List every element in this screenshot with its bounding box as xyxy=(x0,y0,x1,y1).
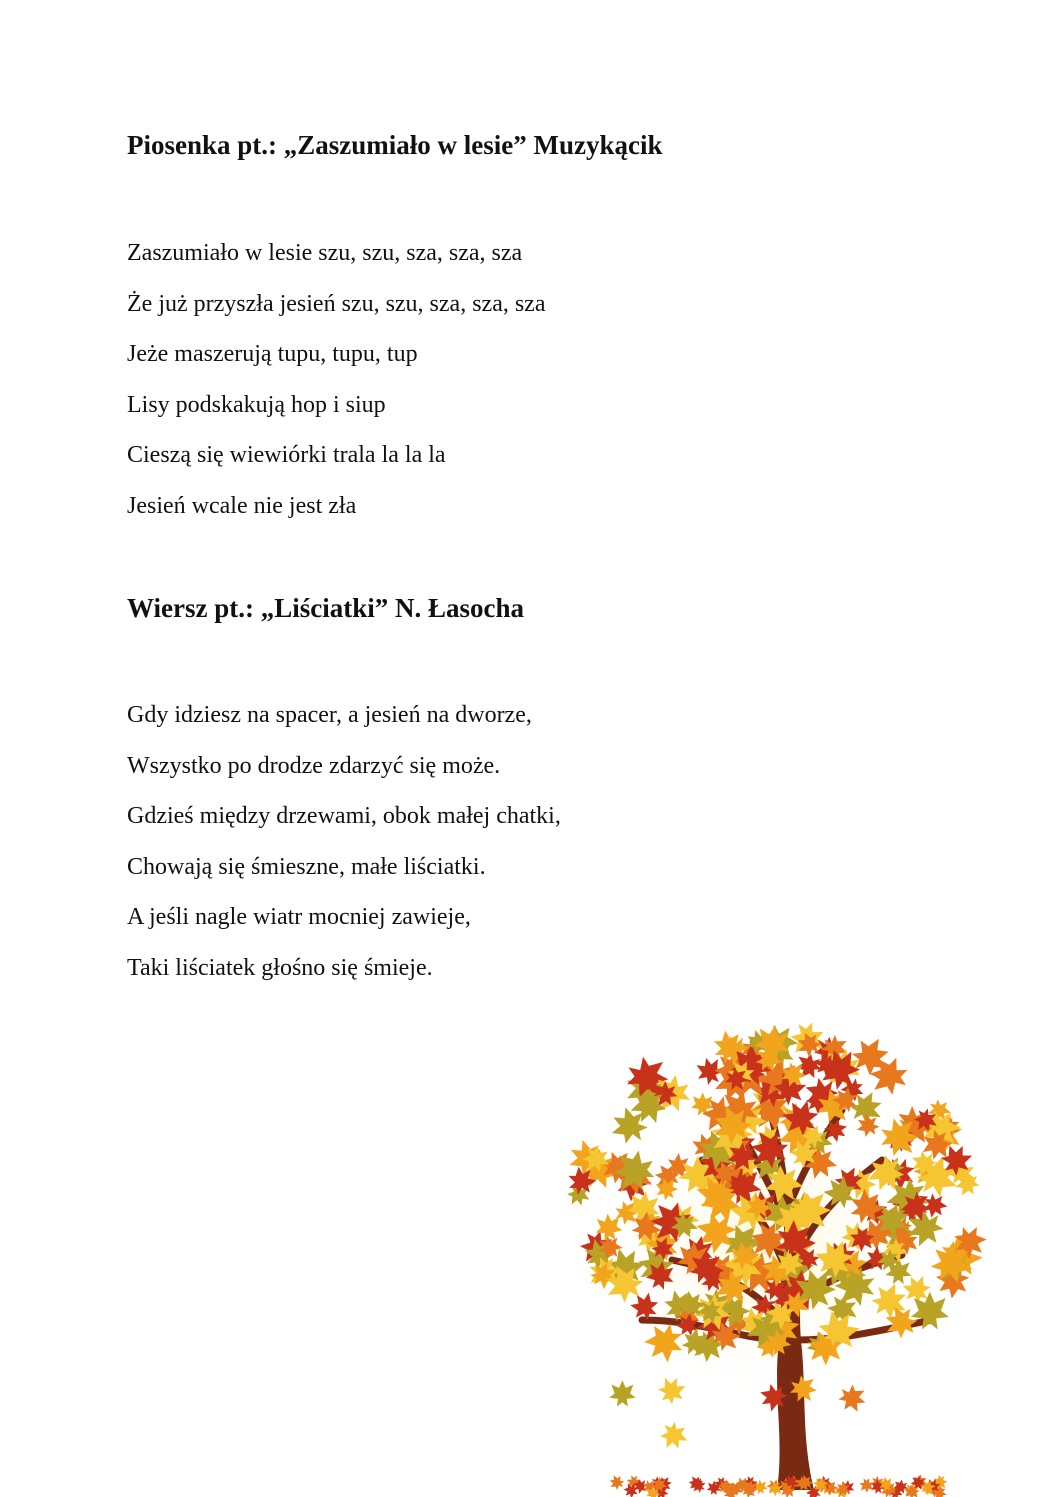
falling-leaf xyxy=(836,1382,869,1415)
autumn-tree-icon xyxy=(552,1020,1002,1497)
poem-line: A jeśli nagle wiatr mocniej zawieje, xyxy=(127,904,471,931)
song-line: Jeże maszerują tupu, tupu, tup xyxy=(127,341,418,368)
song-line: Jesień wcale nie jest zła xyxy=(127,492,357,519)
falling-leaf xyxy=(657,1419,691,1453)
song-lyrics xyxy=(127,228,546,532)
poem-line: Gdy idziesz na spacer, a jesień na dworze, xyxy=(127,702,532,728)
song-line: Że już przyszła jesień szu, szu, sza, sza, sza xyxy=(127,290,546,317)
poem-line: Chowają się śmieszne, małe liściatki. xyxy=(127,853,486,880)
ground-leaf xyxy=(859,1478,874,1493)
falling-leaf xyxy=(609,1380,635,1406)
song-line: Cieszą się wiewiórki trala la la la xyxy=(127,442,446,469)
song-line: Lisy podskakują hop i siup xyxy=(127,391,386,418)
poem-text xyxy=(127,690,561,994)
falling-leaf xyxy=(655,1373,689,1407)
poem-line: Wszystko po drodze zdarzyć się może. xyxy=(127,752,501,779)
song-title: Piosenka pt.: „Zaszumiało w lesie” Muzykącik xyxy=(127,130,663,160)
ground-leaf xyxy=(608,1474,625,1491)
poem-line: Taki liściatek głośno się śmieje. xyxy=(127,954,433,981)
poem-line: Gdzieś między drzewami, obok małej chatki, xyxy=(127,803,561,830)
poem-title: Wiersz pt.: „Liściatki” N. Łasocha xyxy=(127,593,524,623)
song-line: Zaszumiało w lesie szu, szu, sza, sza, sza xyxy=(127,240,523,266)
fallen-leaves xyxy=(608,1472,949,1497)
